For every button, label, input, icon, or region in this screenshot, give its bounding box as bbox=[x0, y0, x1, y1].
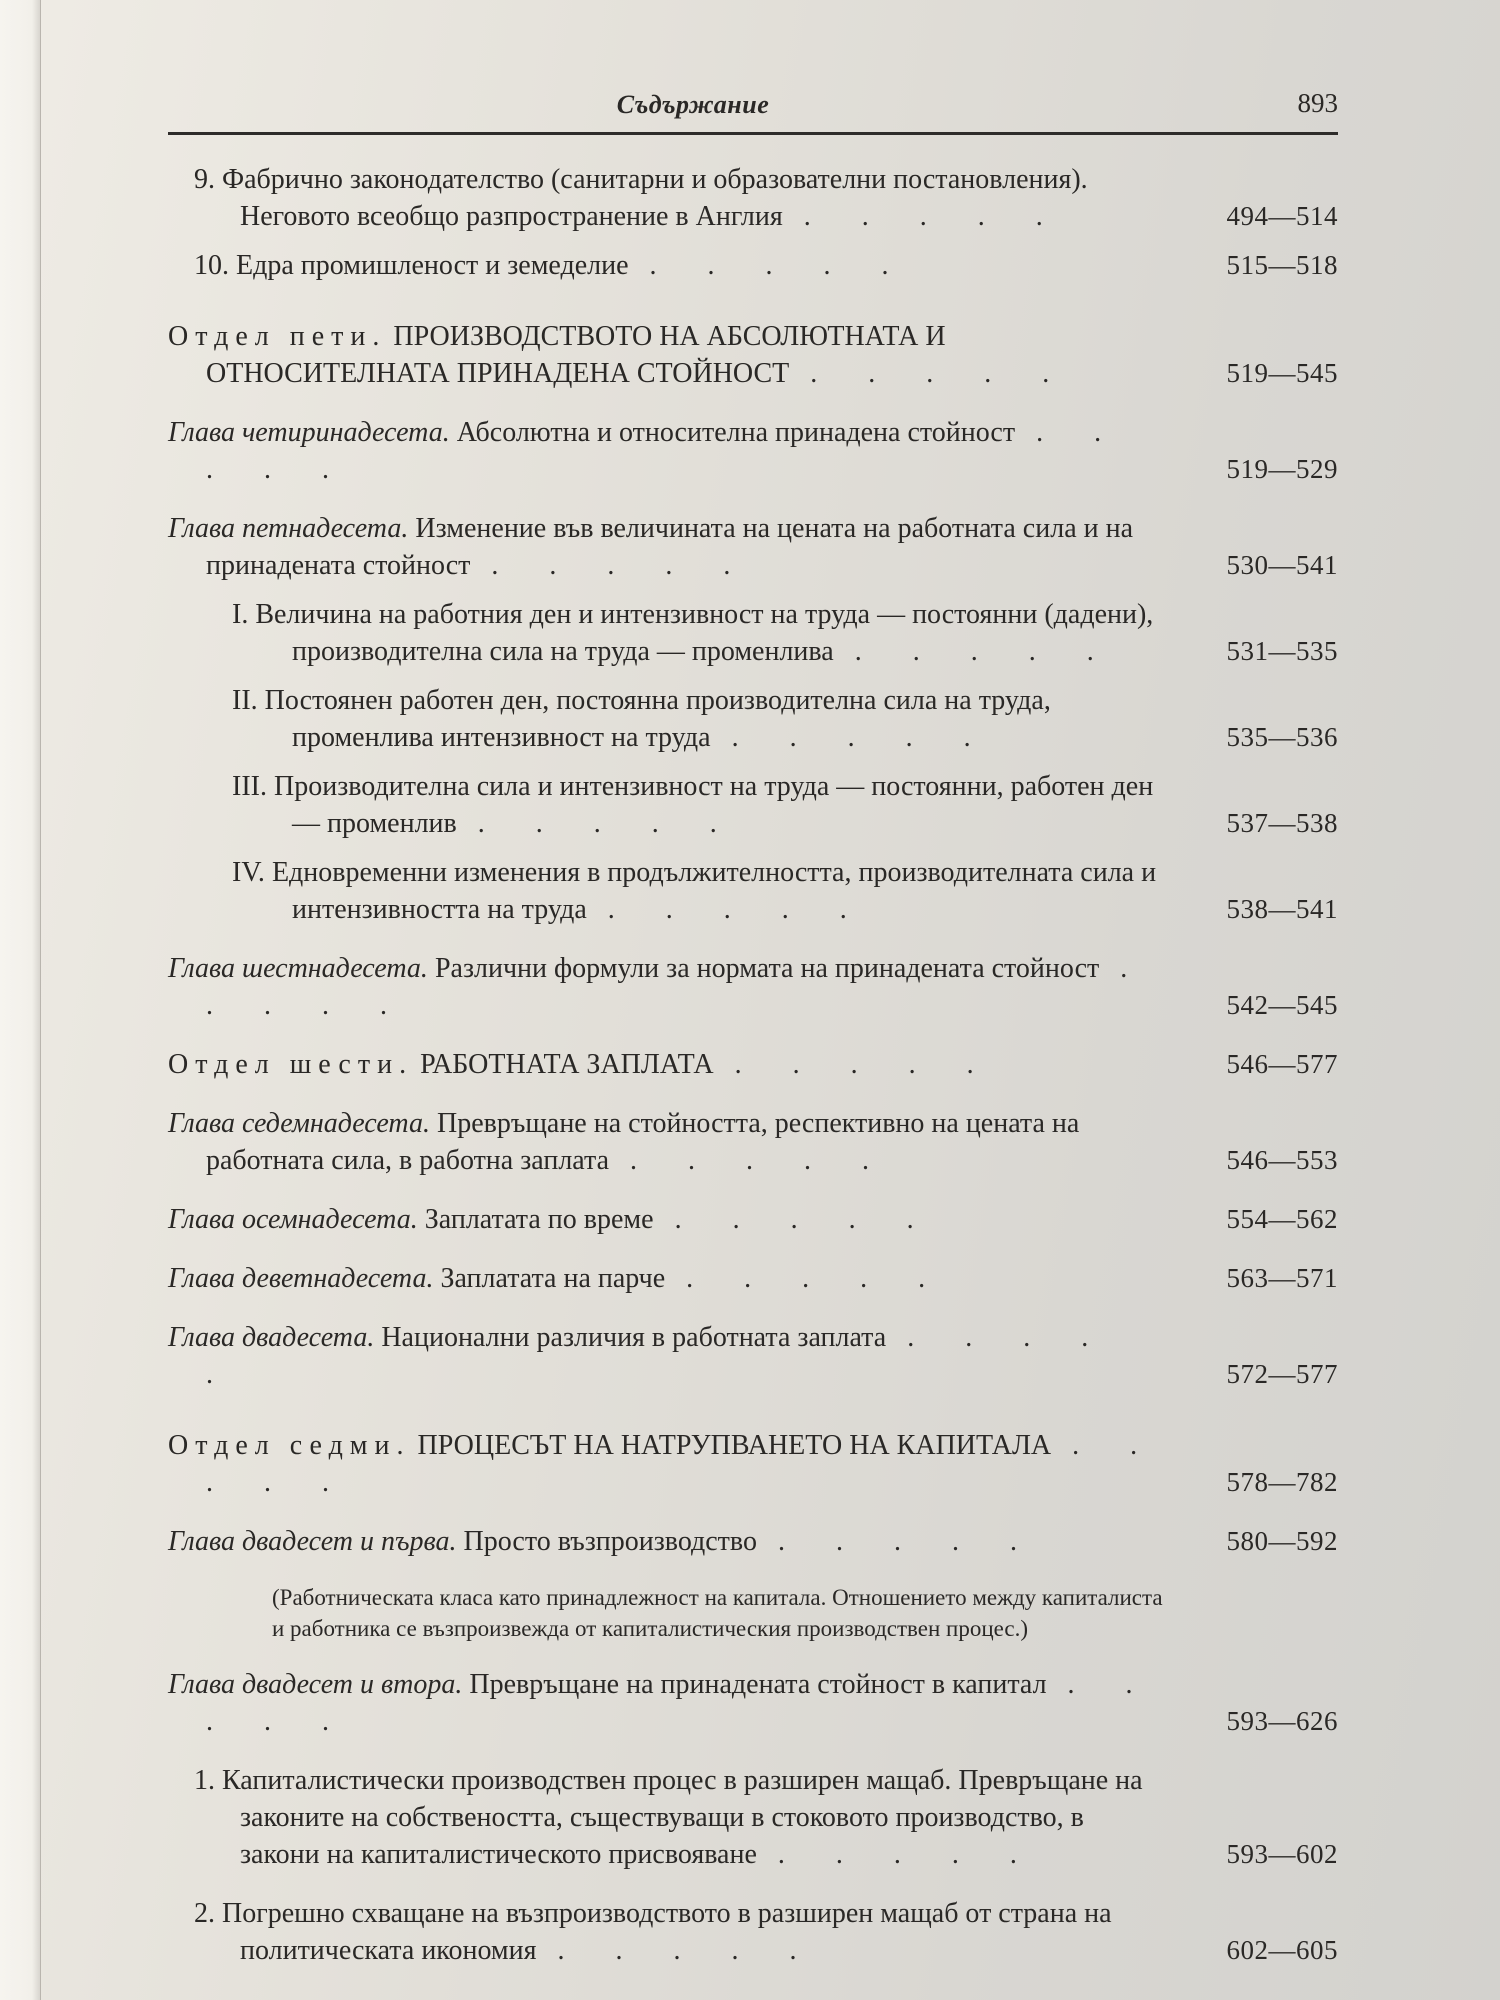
book-page bbox=[168, 88, 1338, 1969]
entry-text: Едновременни изменения в продължителността, производителната сила и интензивността на труда bbox=[271, 857, 1157, 925]
page-range: 580—592 bbox=[1226, 1526, 1338, 1556]
entry-text: Производителна сила и интензивност на труда — постоянни, работен ден — променлив bbox=[273, 771, 1154, 839]
dot-leader: . . . . . bbox=[649, 250, 911, 281]
chapter-title: Различни формули за нормата на принадената стойност bbox=[434, 953, 1100, 984]
page-range: 563—571 bbox=[1226, 1263, 1338, 1293]
entry-number: III. bbox=[232, 771, 267, 802]
page-range: 593—626 bbox=[1226, 1706, 1338, 1736]
chapter-label: Глава двадесет и втора. bbox=[168, 1669, 463, 1700]
dot-leader: . . . . . bbox=[206, 417, 1124, 485]
dot-leader: . . . . . bbox=[477, 808, 739, 839]
toc-entry bbox=[168, 596, 1338, 670]
page-range: 554—562 bbox=[1226, 1204, 1338, 1234]
chapter-title: Абсолютна и относителна принадена стойност bbox=[456, 417, 1016, 448]
dot-leader: . . . . . bbox=[734, 1049, 996, 1080]
toc-chapter-entry bbox=[168, 1666, 1338, 1740]
section-title: ПРОЦЕСЪТ НА НАТРУПВАНЕТО НА КАПИТАЛА bbox=[417, 1430, 1052, 1461]
toc-section-entry bbox=[168, 1046, 1338, 1083]
toc-chapter-entry bbox=[168, 510, 1338, 584]
chapter-label: Глава осемнадесета. bbox=[168, 1204, 418, 1235]
section-label: Отдел седми. bbox=[168, 1430, 411, 1461]
entry-text: Фабрично законодателство (санитарни и образователни постановления). Неговото всеобщо разпространение в Англия bbox=[222, 164, 1088, 232]
entry-text: Погрешно схващане на възпроизводството в разширен мащаб от страна на политическата икономия bbox=[222, 1898, 1112, 1966]
page-range: 519—529 bbox=[1226, 454, 1338, 484]
toc-chapter-entry bbox=[168, 1105, 1338, 1179]
page-range: 546—577 bbox=[1226, 1049, 1338, 1079]
page-range: 515—518 bbox=[1226, 250, 1338, 280]
toc-chapter-entry bbox=[168, 1260, 1338, 1297]
page-range: 538—541 bbox=[1226, 894, 1338, 924]
section-title: ПРОИЗВОДСТВОТО НА АБСОЛЮТНАТА И ОТНОСИТЕЛНАТА ПРИНАДЕНА СТОЙНОСТ bbox=[206, 321, 946, 389]
page-number: 893 bbox=[1297, 88, 1338, 118]
dot-leader: . . . . . bbox=[607, 894, 869, 925]
entry-text: Величина на работния ден и интензивност на труда — постоянни (дадени), производителна сила на труда — променлива bbox=[255, 599, 1154, 667]
entry-text: Постоянен работен ден, постоянна производителна сила на труда, променлива интензивност на труда bbox=[264, 685, 1051, 753]
dot-leader: . . . . . bbox=[686, 1263, 948, 1294]
dot-leader: . . . . . bbox=[777, 1839, 1039, 1870]
book-binding-edge bbox=[0, 0, 41, 2000]
page-range: 578—782 bbox=[1226, 1467, 1338, 1497]
entry-number: 1. bbox=[194, 1765, 215, 1796]
running-head bbox=[168, 88, 1338, 135]
dot-leader: . . . . . bbox=[630, 1145, 892, 1176]
dot-leader: . . . . . bbox=[674, 1204, 936, 1235]
chapter-label: Глава четиринадесета. bbox=[168, 417, 450, 448]
toc-entry bbox=[168, 161, 1338, 235]
toc-chapter-entry bbox=[168, 1319, 1338, 1393]
dot-leader: . . . . . bbox=[810, 358, 1072, 389]
entry-number: II. bbox=[232, 685, 258, 716]
section-label: Отдел шести. bbox=[168, 1049, 414, 1080]
chapter-label: Глава двадесет и първа. bbox=[168, 1526, 457, 1557]
table-of-contents bbox=[168, 161, 1338, 1969]
page-range: 531—535 bbox=[1226, 636, 1338, 666]
chapter-title: Превръщане на принадената стойност в капитал bbox=[469, 1669, 1047, 1700]
page-range: 535—536 bbox=[1226, 722, 1338, 752]
toc-entry bbox=[168, 1895, 1338, 1969]
toc-entry bbox=[168, 854, 1338, 928]
page-range: 546—553 bbox=[1226, 1145, 1338, 1175]
toc-entry bbox=[168, 247, 1338, 284]
entry-number: IV. bbox=[232, 857, 265, 888]
toc-section-entry bbox=[168, 318, 1338, 392]
dot-leader: . . . . . bbox=[731, 722, 993, 753]
entry-number: 2. bbox=[194, 1898, 215, 1929]
chapter-label: Глава двадесета. bbox=[168, 1322, 375, 1353]
entry-number: 10. bbox=[194, 250, 229, 281]
toc-entry bbox=[168, 768, 1338, 842]
dot-leader: . . . . . bbox=[777, 1526, 1039, 1557]
dot-leader: . . . . . bbox=[206, 1430, 1160, 1498]
page-range: 602—605 bbox=[1226, 1935, 1338, 1965]
chapter-label: Глава петнадесета. bbox=[168, 513, 409, 544]
chapter-title: Заплатата на парче bbox=[440, 1263, 666, 1294]
dot-leader: . . . . . bbox=[854, 636, 1116, 667]
chapter-label: Глава деветнадесета. bbox=[168, 1263, 434, 1294]
chapter-label: Глава седемнадесета. bbox=[168, 1108, 430, 1139]
page-range: 530—541 bbox=[1226, 550, 1338, 580]
entry-number: I. bbox=[232, 599, 249, 630]
section-title: РАБОТНАТА ЗАПЛАТА bbox=[420, 1049, 714, 1080]
chapter-title: Просто възпроизводство bbox=[463, 1526, 757, 1557]
toc-entry bbox=[168, 1762, 1338, 1873]
page-range: 537—538 bbox=[1226, 808, 1338, 838]
page-range: 593—602 bbox=[1226, 1839, 1338, 1869]
section-label: Отдел пети. bbox=[168, 321, 387, 352]
page-range: 542—545 bbox=[1226, 990, 1338, 1020]
entry-text: Капиталистически производствен процес в разширен мащаб. Превръщане на законите на собствеността, съществуващи в стоковото производство, в закони на капиталистическото присвояване bbox=[222, 1765, 1143, 1870]
toc-chapter-entry bbox=[168, 950, 1338, 1024]
toc-chapter-entry bbox=[168, 1523, 1338, 1560]
page-range: 519—545 bbox=[1226, 358, 1338, 388]
page-range: 494—514 bbox=[1226, 201, 1338, 231]
toc-section-entry bbox=[168, 1427, 1338, 1501]
toc-entry bbox=[168, 682, 1338, 756]
chapter-title: Превръщане на стойността, респективно на цената на работната сила, в работна заплата bbox=[206, 1108, 1080, 1176]
chapter-title: Изменение във величината на цената на работната сила и на принадената стойност bbox=[206, 513, 1134, 581]
dot-leader: . . . . . bbox=[803, 201, 1065, 232]
dot-leader: . . . . . bbox=[206, 1669, 1155, 1737]
entry-number: 9. bbox=[194, 164, 215, 195]
chapter-title: Национални различия в работната заплата bbox=[381, 1322, 887, 1353]
dot-leader: . . . . . bbox=[557, 1935, 819, 1966]
running-title: Съдържание bbox=[616, 90, 770, 119]
chapter-title: Заплатата по време bbox=[424, 1204, 654, 1235]
chapter-note: (Работническата класа като принадлежност на капитала. Отношението между капиталиста и работника се възпроизвежда от капиталистическия производствен процес.) bbox=[272, 1585, 1163, 1641]
dot-leader: . . . . . bbox=[206, 953, 1150, 1021]
entry-text: Едра промишленост и земеделие bbox=[236, 250, 629, 281]
dot-leader: . . . . . bbox=[491, 550, 753, 581]
toc-chapter-entry bbox=[168, 1201, 1338, 1238]
page-range: 572—577 bbox=[1226, 1359, 1338, 1389]
chapter-label: Глава шестнадесета. bbox=[168, 953, 428, 984]
dot-leader: . . . . . bbox=[206, 1322, 1111, 1390]
toc-chapter-entry bbox=[168, 414, 1338, 488]
